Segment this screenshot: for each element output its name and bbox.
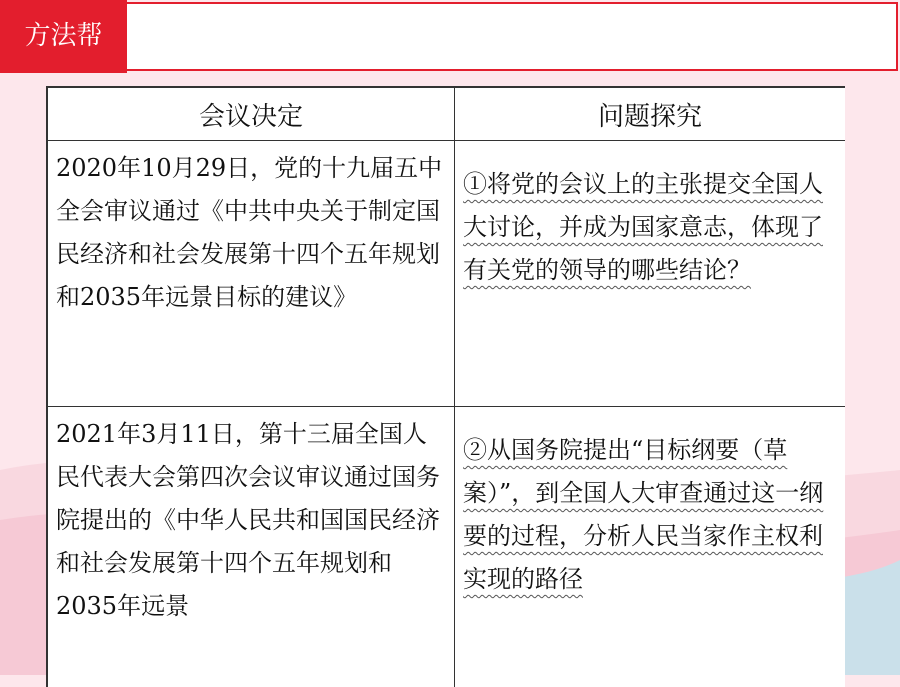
column-header-decision: 会议决定	[48, 88, 455, 141]
decision-cell	[48, 407, 455, 687]
decision-table	[46, 86, 845, 687]
question-text: ②从国务院提出“目标纲要（草案）”，到全国人大审查通过这一纲要的过程，分析人民当家作主权利实现的路径	[455, 407, 845, 601]
table-header-row	[48, 88, 846, 141]
decision-text: 2020年10月29日，党的十九届五中全会审议通过《中共中央关于制定国民经济和社会发展第十四个五年规划和2035年远景目标的建议》	[48, 141, 454, 319]
decision-cell	[48, 141, 455, 407]
header-box	[127, 2, 898, 71]
question-cell	[455, 141, 846, 407]
column-header-question: 问题探究	[455, 88, 846, 141]
question-text: ①将党的会议上的主张提交全国人大讨论，并成为国家意志，体现了有关党的领导的哪些结论？	[455, 141, 845, 292]
header-bar	[0, 0, 900, 73]
header-tag: 方法帮	[0, 0, 127, 73]
table-row	[48, 141, 846, 407]
decision-text: 2021年3月11日，第十三届全国人民代表大会第四次会议审议通过国务院提出的《中华人民共和国国民经济和社会发展第十四个五年规划和2035年远景	[48, 407, 454, 628]
question-cell	[455, 407, 846, 687]
table-row	[48, 407, 846, 687]
